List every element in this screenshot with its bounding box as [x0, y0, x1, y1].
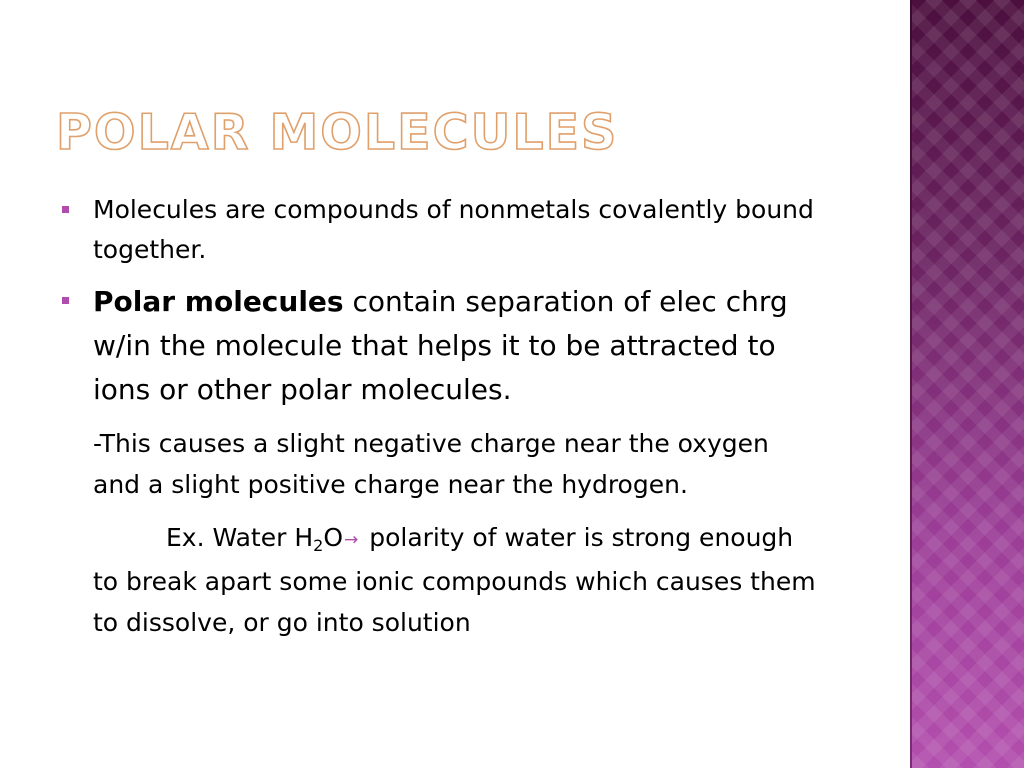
water-example — [62, 517, 822, 643]
example-subscript: 2 — [313, 536, 324, 555]
bullet-item-polar-molecules — [62, 280, 822, 412]
example-text: polarity of water is strong enough to break apart some ionic compounds which causes them to dissolve, or go into solution — [93, 523, 816, 637]
bullet-text: Molecules are compounds of nonmetals covalently bound together. — [93, 195, 814, 264]
bullet-item-molecules — [62, 190, 822, 270]
slide-body — [62, 190, 822, 643]
example-prefix: Ex. Water H — [166, 523, 314, 552]
bullet-bold-term: Polar molecules — [93, 285, 344, 318]
square-bullet-icon — [62, 206, 69, 213]
square-bullet-icon — [62, 297, 69, 304]
right-arrow-icon: → — [344, 530, 359, 550]
charge-note: -This causes a slight negative charge near the oxygen and a slight positive charge near the hydrogen. — [93, 429, 769, 499]
bullet-text: contain separation of elec chrg w/in the molecule that helps it to be attracted to ions or other polar molecules. — [93, 285, 788, 406]
decorative-side-band — [912, 0, 1024, 768]
example-suffix: O — [323, 523, 344, 552]
slide-title: POLAR MOLECULES — [56, 104, 619, 161]
